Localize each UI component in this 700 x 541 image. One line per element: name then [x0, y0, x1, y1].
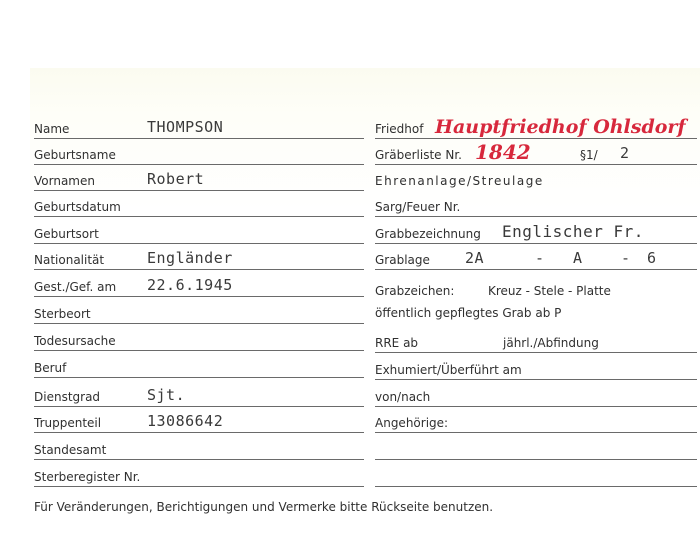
row-geburtsort: [34, 217, 364, 244]
name-label: Name: [34, 122, 70, 136]
dienstgrad-value: Sjt.: [147, 386, 186, 404]
grabzeichen-options: Kreuz - Stele - Platte: [488, 284, 611, 298]
row-sarg: [375, 190, 697, 217]
nationalitaet-value: Engländer: [147, 249, 233, 267]
todesursache-label: Todesursache: [34, 334, 116, 348]
row-geburtsdatum: [34, 190, 364, 217]
gepflegt-label: öffentlich gepflegtes Grab ab P: [375, 306, 562, 320]
row-angehoerige: [375, 406, 697, 433]
sterbeort-label: Sterbeort: [34, 307, 91, 321]
row-exhumiert: [375, 353, 697, 380]
row-todesursache: [34, 324, 364, 351]
friedhof-label: Friedhof: [375, 122, 424, 136]
footer-note: Für Veränderungen, Berichtigungen und Vermerke bitte Rückseite benutzen.: [34, 500, 494, 514]
gest-label: Gest./Gef. am: [34, 280, 117, 294]
row-truppenteil: [34, 406, 364, 433]
graeberliste-label: Gräberliste Nr.: [375, 148, 462, 162]
grablage-value-2: A: [573, 249, 583, 267]
vornamen-value: Robert: [147, 170, 205, 188]
grabbezeichnung-value: Englischer Fr.: [502, 222, 644, 241]
row-sterbeort: [34, 297, 364, 324]
friedhof-value: Hauptfriedhof Ohlsdorf: [435, 116, 686, 138]
row-blank-2: [375, 460, 697, 487]
standesamt-label: Standesamt: [34, 443, 107, 457]
section-label: §1/: [580, 148, 598, 162]
geburtsort-label: Geburtsort: [34, 227, 99, 241]
sterberegister-label: Sterberegister Nr.: [34, 470, 141, 484]
row-geburtsname: [34, 138, 364, 165]
ehrenanlage-label: Ehrenanlage/Streulage: [375, 174, 544, 188]
beruf-label: Beruf: [34, 361, 67, 375]
exhumiert-label: Exhumiert/Überführt am: [375, 363, 522, 377]
grablage-value-3: 6: [647, 249, 657, 267]
row-grabbezeichnung: [375, 217, 697, 244]
grablage-label: Grablage: [375, 253, 430, 267]
rre-suffix: jährl./Abfindung: [503, 336, 599, 350]
grablage-sep-1: -: [535, 249, 545, 267]
vornamen-label: Vornamen: [34, 174, 95, 188]
geburtsname-label: Geburtsname: [34, 148, 116, 162]
grabzeichen-label: Grabzeichen:: [375, 284, 455, 298]
row-nationalitaet: [34, 243, 364, 270]
rre-label: RRE ab: [375, 336, 419, 350]
geburtsdatum-label: Geburtsdatum: [34, 200, 121, 214]
section-value: 2: [620, 144, 630, 162]
angehoerige-label: Angehörige:: [375, 416, 449, 430]
sarg-label: Sarg/Feuer Nr.: [375, 200, 461, 214]
dienstgrad-label: Dienstgrad: [34, 390, 101, 404]
row-gest: [34, 270, 364, 297]
row-vonnach: [375, 380, 697, 407]
row-blank-1: [375, 433, 697, 460]
row-graeberliste: [375, 138, 697, 165]
row-gepflegt: [375, 300, 697, 322]
row-grablage: [375, 243, 697, 270]
row-beruf: [34, 351, 364, 378]
row-name: [34, 112, 364, 139]
name-value: THOMPSON: [147, 118, 224, 136]
row-rre: [375, 326, 697, 353]
grabbezeichnung-label: Grabbezeichnung: [375, 227, 481, 241]
truppenteil-value: 13086642: [147, 412, 224, 430]
truppenteil-label: Truppenteil: [34, 416, 102, 430]
row-sterberegister: [34, 460, 364, 487]
row-standesamt: [34, 433, 364, 460]
nationalitaet-label: Nationalität: [34, 253, 105, 267]
row-grabzeichen: [375, 278, 697, 300]
grablage-value-1: 2A: [465, 249, 485, 267]
gest-value: 22.6.1945: [147, 276, 233, 294]
row-ehrenanlage: [375, 164, 697, 190]
grablage-sep-2: -: [621, 249, 631, 267]
row-vornamen: [34, 164, 364, 191]
row-dienstgrad: [34, 380, 364, 407]
vonnach-label: von/nach: [375, 390, 431, 404]
graeberliste-value: 1842: [475, 140, 531, 164]
row-friedhof: [375, 112, 697, 139]
